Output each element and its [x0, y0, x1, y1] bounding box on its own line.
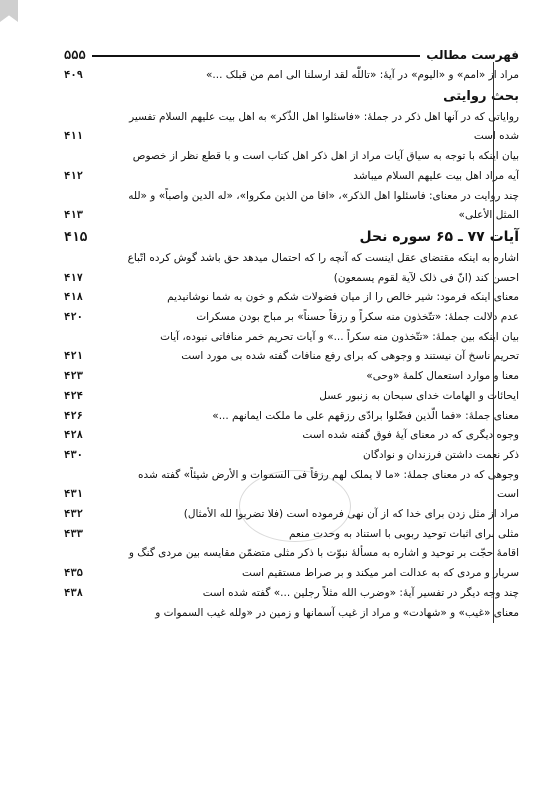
- toc-entry-text: احسن کند (انّ فی ذلک لآیة لقوم یسمعون): [333, 271, 519, 284]
- header-rule: [92, 55, 421, 57]
- toc-entry-page: ۴۱۸: [64, 291, 83, 304]
- toc-entry-page: ۴۲۸: [64, 429, 83, 442]
- toc-entry-page: ۴۳۵: [64, 567, 83, 580]
- toc-entry-text: اقامهٔ حجّت بر توحید و اشاره به مسألهٔ نبوّت با ذکر مثلی متضمّن مقایسه بین مردی گنگ و: [128, 547, 519, 560]
- page-header: [64, 40, 519, 62]
- toc-entry-page: ۴۲۴: [64, 389, 83, 402]
- toc-entry-text: ایحائات و الهامات خدای سبحان به زنبور عسل: [319, 389, 519, 402]
- toc-entry-page: ۴۱۷: [64, 271, 83, 284]
- toc-entry-page: ۴۳۳: [64, 527, 83, 540]
- toc-entry-text: چند وجه دیگر در تفسیر آیهٔ: «وضرب الله مثلاً رجلین ...» گفته شده است: [202, 586, 519, 599]
- toc-entry-page: ۴۲۰: [64, 311, 83, 324]
- margin-bar: [493, 62, 494, 623]
- toc-entry-page: ۴۱۱: [64, 130, 83, 143]
- toc-entry-text: ذکر نعمت داشتن فرزندان و نوادگان: [363, 448, 519, 461]
- toc-entry: [64, 564, 519, 584]
- toc-entry: [64, 66, 519, 86]
- header-title: فهرست مطالب: [426, 48, 519, 62]
- toc-entry-page: ۴۳۸: [64, 586, 83, 599]
- library-stamp: [239, 470, 351, 542]
- toc-entry: [64, 387, 519, 407]
- toc-entry-text: المثل الأعلی»: [458, 209, 519, 222]
- toc-entry-text: معنای اینکه فرمود: شیر خالص را از میان فضولات شکم و خون به شما نوشانیدیم: [167, 291, 519, 304]
- toc-entry-text: بیان اینکه با توجه به سیاق آیات مراد از اهل ذکر اهل کتاب است و با قطع نظر از خصوص: [132, 150, 519, 163]
- toc-entry: [64, 347, 519, 367]
- toc-entry: [64, 446, 519, 466]
- section-heading: [64, 226, 519, 249]
- toc-entry: [64, 604, 519, 624]
- toc-entry: [64, 167, 519, 187]
- toc-entry: [64, 426, 519, 446]
- toc-entry-page: ۴۳۲: [64, 508, 83, 521]
- toc-entry-text: روایاتی که در آنها اهل ذکر در جملهٔ: «فاسئلوا اهل الذّکر» به اهل بیت علیهم السلام تفسیر: [129, 110, 519, 123]
- toc-entry: [64, 206, 519, 226]
- document-page: [64, 40, 519, 789]
- toc-entry: [64, 127, 519, 147]
- toc-entry-page: ۴۲۶: [64, 409, 83, 422]
- toc-entry-page: ۴۰۹: [64, 69, 83, 81]
- section-page-number: ۴۱۵: [64, 229, 88, 245]
- toc-entry-page: ۴۲۱: [64, 350, 83, 363]
- toc-entry: [64, 108, 519, 128]
- section-title: آیات ۷۷ ـ ۶۵ سوره نحل: [359, 228, 519, 245]
- bookmark-icon: [0, 0, 18, 22]
- toc-entry: [64, 544, 519, 564]
- toc-entry-text: مراد از «امم» و «الیوم» در آیهٔ: «تاللّٰه لقد ارسلنا الی امم من قبلک ...»: [205, 69, 519, 81]
- toc-entry-text: معنا و موارد استعمال کلمهٔ «وحی»: [366, 370, 519, 383]
- toc-entry-text: وجوه دیگری که در معنای آیهٔ فوق گفته شده است: [302, 429, 519, 442]
- toc-entry-text: وجوهی که در معنای جملهٔ: «ما لا یملک لهم رزقاً فی السموات و الأرض شیئاً» گفته شده: [138, 468, 519, 481]
- toc-entry: [64, 584, 519, 604]
- toc-entry-text: بیان اینکه بین جملهٔ: «تتّخذون منه سکراً ...» و آیات تحریم خمر منافاتی نبوده، آیات: [160, 330, 519, 343]
- toc-entry-text: عدم دلالت جملهٔ: «تتّخذون منه سکراً و رزقاً حسناً» بر مباح بودن مسکرات: [196, 311, 519, 324]
- toc-entry-text: چند روایت در معنای: فاسئلوا اهل الذکر»، «افا من الذین مکروا»، «له الدین واصباً» و «لله: [128, 189, 519, 202]
- toc-entry-text: شده است: [473, 130, 519, 143]
- toc-entry: [64, 407, 519, 427]
- toc-entry-page: ۴۳۰: [64, 448, 83, 461]
- toc-entry-text: معنای «غیب» و «شهادت» و مراد از غیب آسمانها و زمین در «ولله غیب السموات و: [155, 606, 519, 619]
- toc-entry-text: اشاره به اینکه مقتضای عقل اینست که آنچه را که احتمال میدهد حق باشد گوش کرده اتّباع: [127, 251, 519, 264]
- toc-entry-text: معنای جملهٔ: «فما الّذین فضّلوا برادّی رزقهم علی ما ملکت ایمانهم ...»: [212, 409, 519, 422]
- toc-entry: [64, 367, 519, 387]
- toc-entry: [64, 269, 519, 289]
- toc-entry-text: مثلی برای اثبات توحید ربوبی با استناد به وحدت منعم: [288, 527, 519, 540]
- toc-entry: [64, 187, 519, 207]
- toc-entry-text: سربار و مردی که به عدالت امر میکند و بر صراط مستقیم است: [242, 567, 519, 580]
- toc-entry-page: ۴۲۳: [64, 370, 83, 383]
- toc-entry: [64, 328, 519, 348]
- subsection-heading: بحث روایتی: [443, 88, 519, 104]
- toc-entry: [64, 288, 519, 308]
- toc-entry-page: ۴۱۲: [64, 169, 83, 182]
- toc-entry-text: است: [496, 488, 519, 501]
- toc-entry-text: تحریم ناسخ آن نیستند و وجوهی که برای رفع منافات گفته شده بی مورد است: [181, 350, 519, 363]
- toc-entry-text: مراد از مثل زدن برای خدا که از آن نهی فرموده است (فلا تضربوا لله الأمثال): [183, 508, 519, 521]
- toc-entry: [64, 308, 519, 328]
- toc-entry-text: آیه مراد اهل بیت علیهم السلام میباشد: [353, 169, 519, 182]
- toc-entry-page: ۴۳۱: [64, 488, 83, 501]
- header-page-number: ۵۵۵: [64, 48, 86, 62]
- toc-entry: [64, 147, 519, 167]
- toc-entry: [64, 249, 519, 269]
- toc-entry-page: ۴۱۳: [64, 209, 83, 222]
